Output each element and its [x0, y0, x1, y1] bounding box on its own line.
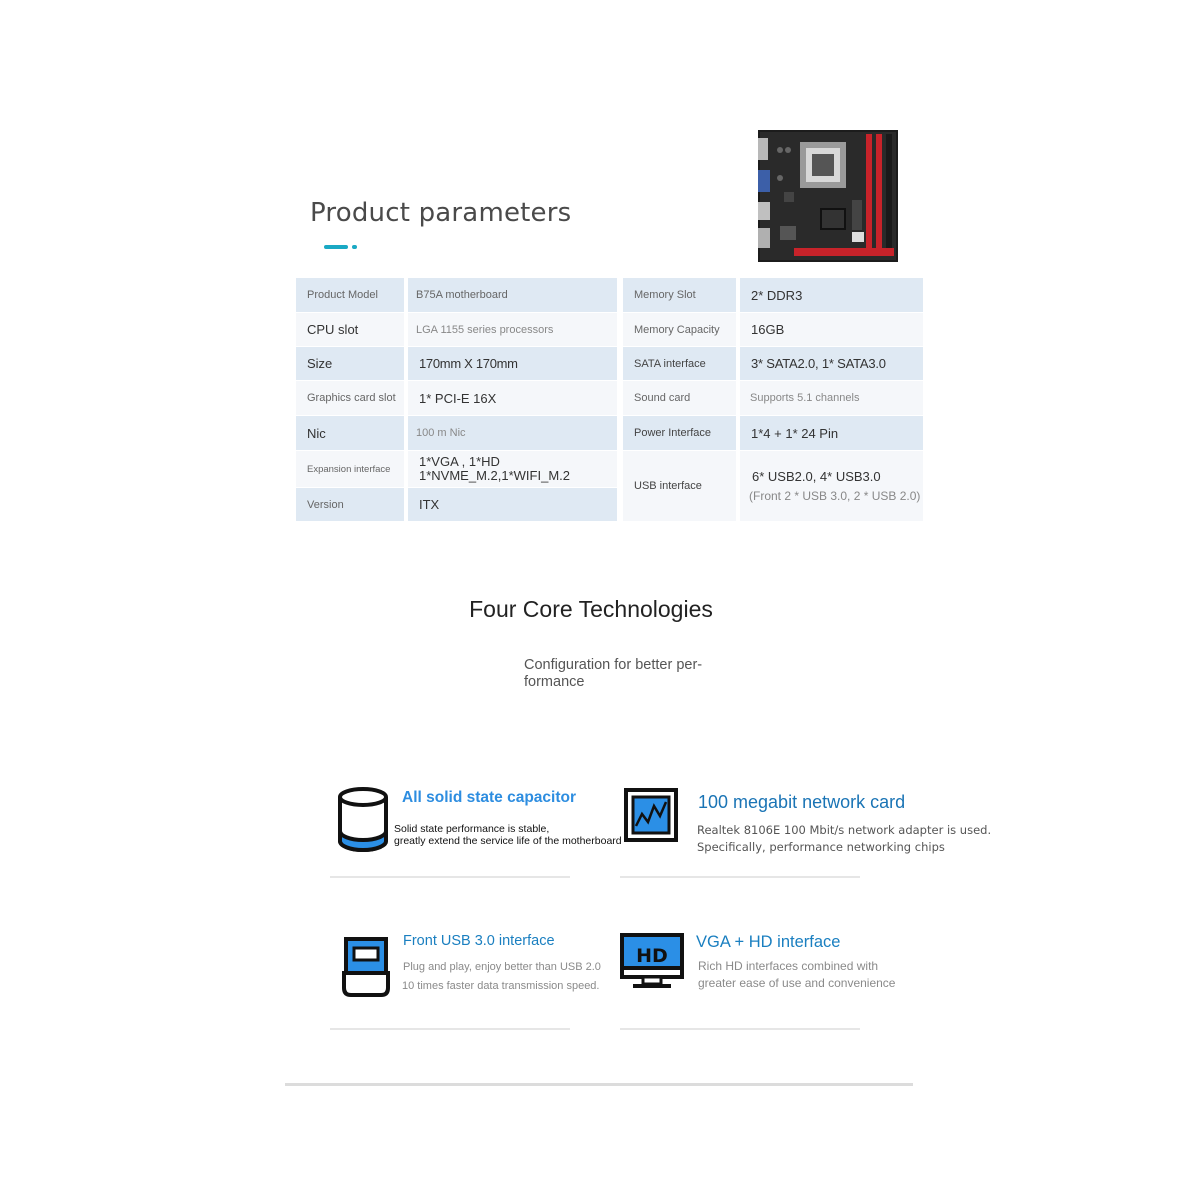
bottom-divider [285, 1083, 913, 1086]
feature-network-title: 100 megabit network card [698, 792, 906, 812]
feature-hd-title: VGA + HD interface [696, 933, 841, 951]
label-nic: Nic [296, 416, 404, 450]
feature-usb-desc [402, 958, 632, 996]
value-nic: 100 m Nic [408, 416, 617, 450]
label-expansion-interface: Expansion interface [296, 451, 404, 487]
value-sound-card: Supports 5.1 channels [740, 381, 923, 415]
feature-capacitor-desc [394, 823, 634, 847]
divider [620, 876, 860, 878]
hd-desc-line-2: greater ease of use and convenience [698, 976, 896, 990]
section-subtitle [524, 657, 724, 691]
hd-desc-line-1: Rich HD interfaces combined with [698, 959, 879, 973]
label-memory-capacity: Memory Capacity [623, 313, 736, 346]
network-desc-line-1: Realtek 8106E 100 Mbit/s network adapter is used. [697, 823, 992, 837]
capacitor-desc-line-1: Solid state performance is stable, [394, 823, 550, 835]
svg-text:HD: HD [636, 945, 668, 967]
title-accent-bar [324, 245, 348, 249]
expansion-line-1: 1*VGA , 1*HD [419, 454, 500, 469]
label-graphics-card-slot: Graphics card slot [296, 381, 404, 415]
divider [330, 1028, 570, 1030]
value-cpu-slot: LGA 1155 series processors [408, 313, 617, 346]
value-size: 170mm X 170mm [408, 347, 617, 380]
subtitle-line-2: formance [524, 674, 585, 690]
feature-usb-title: Front USB 3.0 interface [403, 933, 555, 949]
title-accent-dot [352, 245, 357, 249]
network-desc-line-2: Specifically, performance networking chips [697, 840, 945, 854]
page-title: Product parameters [310, 198, 572, 228]
feature-network-desc [697, 822, 997, 856]
label-usb-interface: USB interface [623, 451, 736, 521]
label-memory-slot: Memory Slot [623, 278, 736, 312]
label-size: Size [296, 347, 404, 380]
subtitle-line-1: Configuration for better per- [524, 657, 703, 673]
value-version: ITX [408, 488, 617, 521]
value-memory-capacity: 16GB [740, 313, 923, 346]
divider [330, 876, 570, 878]
label-sound-card: Sound card [623, 381, 736, 415]
usb-desc-line-2: 10 times faster data transmission speed. [402, 980, 600, 992]
motherboard-image [758, 130, 898, 262]
label-product-model: Product Model [296, 278, 404, 312]
feature-hd-desc [698, 958, 938, 992]
value-memory-slot: 2* DDR3 [740, 278, 923, 312]
hd-monitor-icon [619, 932, 685, 990]
label-version: Version [296, 488, 404, 521]
label-cpu-slot: CPU slot [296, 313, 404, 346]
value-graphics-card-slot: 1* PCI-E 16X [408, 381, 617, 415]
value-product-model: B75A motherboard [408, 278, 617, 312]
value-usb-interface [740, 451, 923, 521]
value-sata-interface: 3* SATA2.0, 1* SATA3.0 [740, 347, 923, 380]
value-expansion-interface [408, 451, 617, 487]
usb-line-2: (Front 2 * USB 3.0, 2 * USB 2.0) [749, 489, 921, 503]
usb-line-1: 6* USB2.0, 4* USB3.0 [752, 469, 881, 484]
network-card-icon [624, 788, 678, 842]
label-sata-interface: SATA interface [623, 347, 736, 380]
divider [620, 1028, 860, 1030]
value-power-interface: 1*4 + 1* 24 Pin [740, 416, 923, 450]
usb-desc-line-1: Plug and play, enjoy better than USB 2.0 [403, 961, 601, 973]
expansion-line-2: 1*NVME_M.2,1*WIFI_M.2 [419, 468, 570, 483]
capacitor-icon [336, 787, 390, 853]
capacitor-desc-line-2: greatly extend the service life of the motherboard [394, 835, 622, 847]
section-title: Four Core Technologies [469, 596, 713, 622]
feature-capacitor-title: All solid state capacitor [402, 789, 576, 806]
label-power-interface: Power Interface [623, 416, 736, 450]
usb-icon [340, 936, 392, 998]
